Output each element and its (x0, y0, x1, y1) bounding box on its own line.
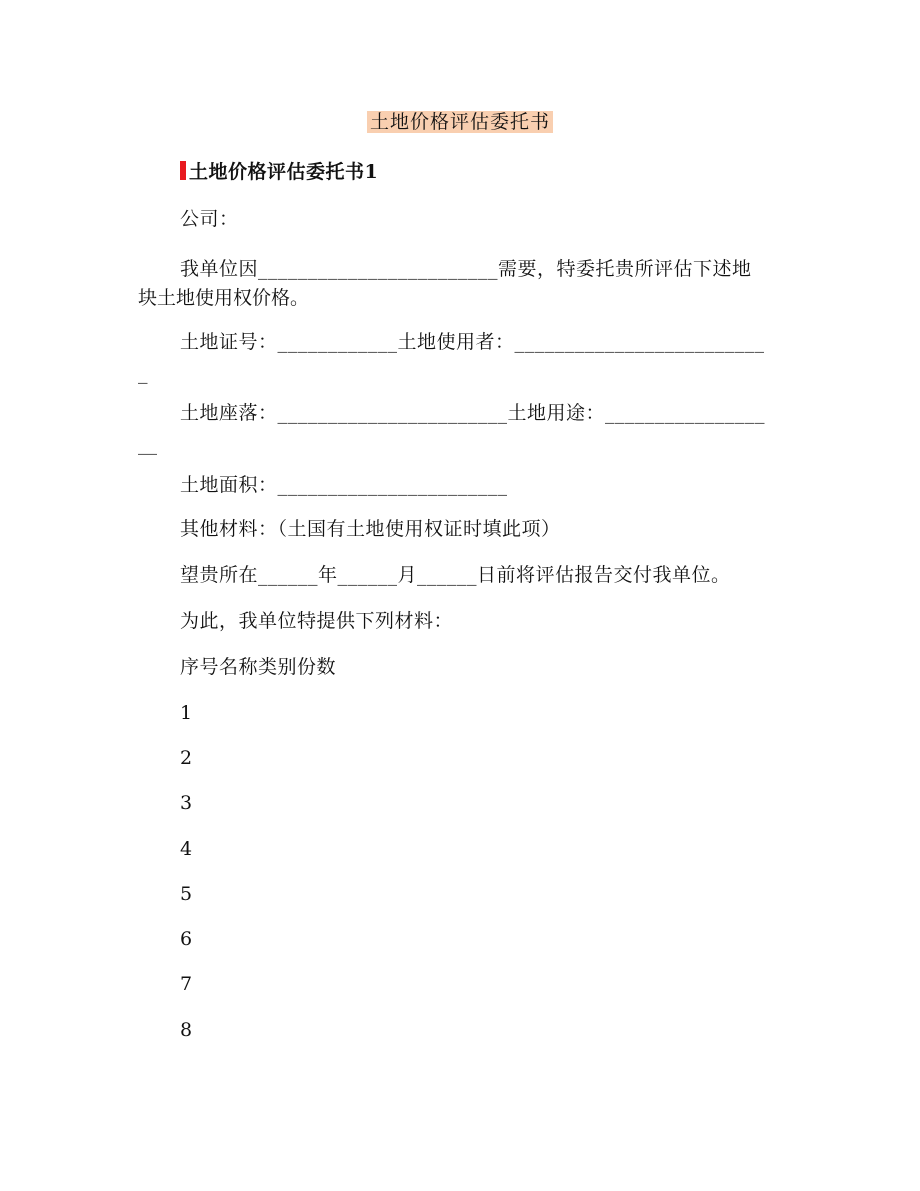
list-item-5: 5 (180, 883, 193, 905)
document-title (0, 109, 920, 135)
certificate-line-continued: _ (138, 362, 148, 384)
salutation: 公司： (180, 208, 239, 230)
reason-line-continued: 块土地使用权价格。 (138, 287, 310, 309)
provide-materials-line: 为此，我单位特提供下列材料： (180, 610, 454, 632)
certificate-line: 土地证号：____________土地使用者：_________________________ (180, 331, 765, 353)
reason-line: 我单位因________________________需要，特委托贵所评估下述地 (180, 258, 752, 280)
document-title-text: 土地价格评估委托书 (367, 111, 553, 133)
location-line: 土地座落：_______________________土地用途：________________ (180, 402, 766, 424)
list-item-4: 4 (180, 838, 193, 860)
list-item-6: 6 (180, 928, 193, 950)
section-heading-text: 土地价格评估委托书1 (189, 161, 379, 183)
list-item-8: 8 (180, 1019, 193, 1041)
list-item-1: 1 (180, 702, 193, 724)
table-header: 序号名称类别份数 (180, 656, 337, 678)
list-item-2: 2 (180, 747, 193, 769)
heading-marker (180, 161, 186, 180)
list-item-7: 7 (180, 973, 193, 995)
list-item-3: 3 (180, 792, 193, 814)
deadline-line: 望贵所在______年______月______日前将评估报告交付我单位。 (180, 564, 731, 586)
section-heading (180, 160, 378, 184)
area-line: 土地面积：_______________________ (180, 474, 508, 496)
other-materials-line: 其他材料：（土国有土地使用权证时填此项） (180, 518, 561, 540)
location-line-continued: __ (138, 433, 157, 455)
